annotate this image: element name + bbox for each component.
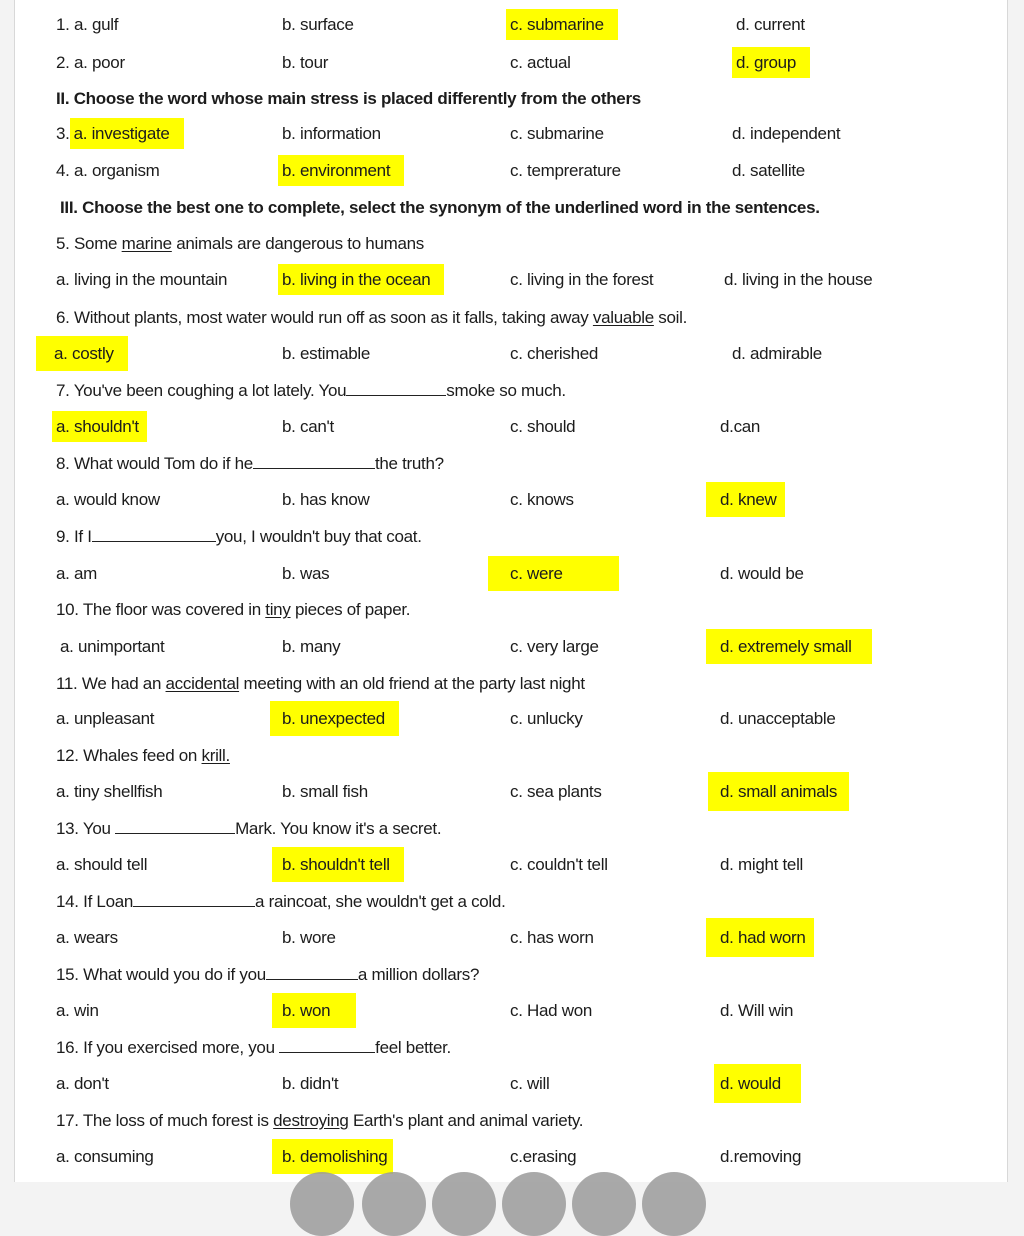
q3-option-c: c. submarine (510, 124, 604, 143)
q16-option-d-wrap (720, 1073, 801, 1095)
q14-stem-post: a raincoat, she wouldn't get a cold. (255, 892, 506, 911)
q17-option-c: c.erasing (510, 1147, 577, 1166)
q7-option-a-wrap (56, 416, 147, 438)
q6-stem-pre: 6. Without plants, most water would run off as soon as it falls, taking away (56, 308, 593, 327)
q8-option-a: a. would know (56, 490, 160, 509)
q8-stem-post: the truth? (374, 454, 444, 473)
q1-option-c-wrap (510, 14, 618, 36)
q7-option-c: c. should (510, 417, 576, 436)
q11-stem-post: meeting with an old friend at the party last night (239, 674, 585, 693)
q5-option-b: b. living in the ocean (278, 264, 444, 295)
q17-option-d: d.removing (720, 1147, 802, 1166)
q10-option-a: a. unimportant (60, 637, 165, 656)
q5-stem (56, 233, 424, 255)
q13-stem-pre: 13. You (56, 819, 116, 838)
q14-blank (133, 892, 255, 907)
q12-option-d: d. small animals (708, 772, 849, 811)
q7-option-b: b. can't (282, 417, 334, 436)
q15-option-c: c. Had won (510, 1001, 593, 1020)
q7-option-d: d.can (720, 417, 761, 436)
q6-stem (56, 307, 687, 329)
q15-stem (56, 964, 479, 986)
q16-option-a: a. don't (56, 1074, 109, 1093)
q15-blank (266, 965, 358, 980)
q5-option-d: d. living in the house (724, 270, 873, 289)
q17-underlined-word: destroying (273, 1111, 349, 1130)
q2-option-d-wrap (736, 52, 810, 74)
q9-blank (92, 527, 216, 542)
q13-option-b: b. shouldn't tell (272, 847, 404, 882)
q3-option-a: a. investigate (70, 118, 184, 149)
q10-option-d-wrap (720, 636, 872, 658)
q12-option-c: c. sea plants (510, 782, 602, 801)
q4-option-b-wrap (282, 160, 404, 182)
q8-option-c: c. knows (510, 490, 574, 509)
q11-option-d: d. unacceptable (720, 709, 836, 728)
q16-stem-post: feel better. (375, 1038, 451, 1057)
q9-option-a: a. am (56, 564, 98, 583)
q5-option-c: c. living in the forest (510, 270, 654, 289)
q8-option-d: d. knew (706, 482, 785, 517)
q1-option-c: c. submarine (506, 9, 618, 40)
q13-option-b-wrap (282, 854, 404, 876)
q12-option-d-wrap (720, 781, 849, 803)
q10-option-b: b. many (282, 637, 341, 656)
q10-stem (56, 599, 410, 621)
q13-blank (115, 819, 235, 834)
q16-option-c: c. will (510, 1074, 550, 1093)
q12-underlined-word: krill. (201, 746, 230, 765)
q6-underlined-word: valuable (592, 308, 654, 327)
q14-option-c: c. has worn (510, 928, 594, 947)
q7-stem-post: smoke so much. (446, 381, 566, 400)
q10-option-d: d. extremely small (706, 629, 872, 664)
q4-option-a: 4. a. organism (56, 161, 160, 180)
q11-option-c: c. unlucky (510, 709, 583, 728)
q5-underlined-word: marine (121, 234, 172, 253)
q6-option-c: c. cherished (510, 344, 599, 363)
q5-stem-pre: 5. Some (56, 234, 122, 253)
q14-option-b: b. wore (282, 928, 336, 947)
q6-option-b: b. estimable (282, 344, 371, 363)
q8-option-b: b. has know (282, 490, 370, 509)
q6-option-a: a. costly (36, 336, 128, 371)
q7-blank (346, 381, 446, 396)
q14-stem-pre: 14. If Loan (56, 892, 134, 911)
q11-option-a: a. unpleasant (56, 709, 155, 728)
q2-option-d: d. group (732, 47, 810, 78)
q2-option-c: c. actual (510, 53, 571, 72)
q1-option-a: 1. a. gulf (56, 15, 119, 34)
q2-option-b: b. tour (282, 53, 329, 72)
section-heading-3: III. Choose the best one to complete, select the synonym of the underlined word in the sentences. (60, 198, 820, 217)
q9-option-b: b. was (282, 564, 330, 583)
q4-option-b: b. environment (278, 155, 404, 186)
q11-stem (56, 673, 585, 695)
q9-option-c-wrap (510, 563, 619, 585)
q9-option-c: c. were (488, 556, 619, 591)
q9-stem-post: you, I wouldn't buy that coat. (215, 527, 422, 546)
q17-option-b: b. demolishing (272, 1139, 393, 1174)
q5-stem-post: animals are dangerous to humans (171, 234, 424, 253)
q4-option-d: d. satellite (732, 161, 805, 180)
q6-stem-post: soil. (653, 308, 688, 327)
q8-stem (56, 453, 444, 475)
q17-stem (56, 1110, 583, 1132)
q4-option-c: c. temprerature (510, 161, 621, 180)
q1-option-d: d. current (736, 15, 805, 34)
q8-stem-pre: 8. What would Tom do if he (56, 454, 253, 473)
q1-option-b: b. surface (282, 15, 354, 34)
q16-stem (56, 1037, 451, 1059)
q12-stem-pre: 12. Whales feed on (56, 746, 202, 765)
q12-option-a: a. tiny shellfish (56, 782, 163, 801)
q3-row (56, 123, 184, 145)
q13-stem (56, 818, 441, 840)
q15-stem-post: a million dollars? (357, 965, 480, 984)
q17-stem-pre: 17. The loss of much forest is (56, 1111, 274, 1130)
q16-option-b: b. didn't (282, 1074, 339, 1093)
q11-underlined-word: accidental (165, 674, 240, 693)
q15-option-a: a. win (56, 1001, 99, 1020)
q15-stem-pre: 15. What would you do if you (56, 965, 266, 984)
q5-option-b-wrap (282, 269, 444, 291)
q10-stem-post: pieces of paper. (290, 600, 411, 619)
q15-option-d: d. Will win (720, 1001, 794, 1020)
q6-option-d: d. admirable (732, 344, 822, 363)
q10-option-c: c. very large (510, 637, 599, 656)
q7-option-a: a. shouldn't (52, 411, 147, 442)
q7-stem (56, 380, 566, 402)
q14-stem (56, 891, 506, 913)
section-heading-2: II. Choose the word whose main stress is placed differently from the others (56, 89, 641, 108)
q15-option-b: b. won (272, 993, 356, 1028)
q17-stem-post: Earth's plant and animal variety. (348, 1111, 584, 1130)
q3-option-d: d. independent (732, 124, 841, 143)
q16-option-d: d. would (714, 1064, 801, 1103)
q16-blank (279, 1038, 375, 1053)
q9-stem-pre: 9. If I (56, 527, 92, 546)
q14-option-d: d. had worn (706, 918, 814, 957)
q15-option-b-wrap (282, 1000, 356, 1022)
q17-option-b-wrap (282, 1146, 393, 1168)
q5-option-a: a. living in the mountain (56, 270, 228, 289)
q2-option-a: 2. a. poor (56, 53, 125, 72)
q9-option-d: d. would be (720, 564, 804, 583)
q13-option-a: a. should tell (56, 855, 148, 874)
q11-option-b: b. unexpected (270, 701, 399, 736)
q8-blank (253, 454, 375, 469)
q17-option-a: a. consuming (56, 1147, 154, 1166)
q6-option-a-wrap (56, 343, 128, 365)
q16-stem-pre: 16. If you exercised more, you (56, 1038, 280, 1057)
q10-underlined-word: tiny (265, 600, 291, 619)
q12-option-b: b. small fish (282, 782, 368, 801)
q9-stem (56, 526, 422, 548)
q13-option-d: d. might tell (720, 855, 804, 874)
q14-option-a: a. wears (56, 928, 118, 947)
q13-stem-post: Mark. You know it's a secret. (235, 819, 442, 838)
q11-option-b-wrap (282, 708, 399, 730)
q11-stem-pre: 11. We had an (56, 674, 166, 693)
q3-number: 3. (56, 124, 70, 143)
q14-option-d-wrap (720, 927, 814, 949)
q10-stem-pre: 10. The floor was covered in (56, 600, 266, 619)
q12-stem (56, 745, 230, 767)
q8-option-d-wrap (720, 489, 785, 511)
q3-option-b: b. information (282, 124, 381, 143)
q13-option-c: c. couldn't tell (510, 855, 608, 874)
q7-stem-pre: 7. You've been coughing a lot lately. You (56, 381, 347, 400)
